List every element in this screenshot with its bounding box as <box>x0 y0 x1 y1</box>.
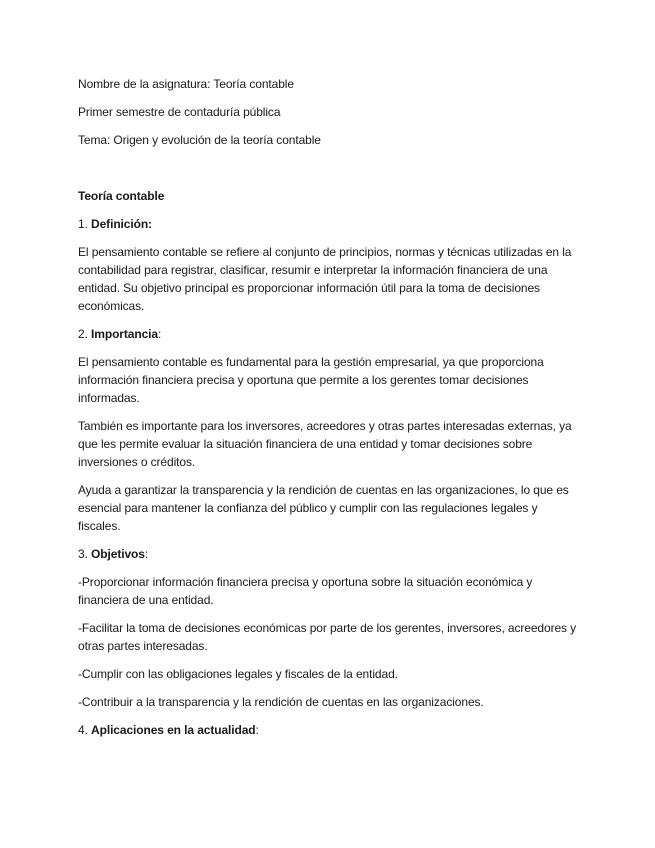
objective-item: -Contribuir a la transparencia y la rendición de cuentas en las organizaciones. <box>78 695 484 709</box>
section-heading-aplicaciones <box>78 721 578 739</box>
paragraph: El pensamiento contable se refiere al conjunto de principios, normas y técnicas utilizadas en la contabilidad para registrar, clasificar, resumir e interpretar la información financiera de una entidad. Su objetivo principal es proporcionar información útil para la toma de decisiones económicas. <box>78 245 572 313</box>
semester-line: Primer semestre de contaduría pública <box>78 105 281 119</box>
document-body <box>78 75 578 749</box>
section-heading-text: Aplicaciones en la actualidad <box>91 723 256 737</box>
document-title: Teoría contable <box>78 189 165 203</box>
section-heading-text: Objetivos <box>91 547 145 561</box>
section-number: 2. <box>78 327 92 341</box>
section-number: 1. <box>78 217 92 231</box>
section-heading-suffix: : <box>157 327 162 341</box>
section-heading-objetivos <box>78 545 578 563</box>
paragraph: También es importante para los inversores, acreedores y otras partes interesadas externas, ya que les permite evaluar la situación financiera de una entidad y tomar decisiones sobre inversiones o créditos. <box>78 419 572 469</box>
section-heading-text: Definición: <box>91 217 152 231</box>
section-number: 3. <box>78 547 92 561</box>
section-number: 4. <box>78 723 92 737</box>
objective-item: -Proporcionar información financiera precisa y oportuna sobre la situación económica y financiera de una entidad. <box>78 575 533 607</box>
subject-line: Nombre de la asignatura: Teoría contable <box>78 77 294 91</box>
section-heading-suffix: : <box>255 723 259 737</box>
section-heading-importancia <box>78 325 578 343</box>
section-heading-suffix: : <box>144 547 149 561</box>
topic-line: Tema: Origen y evolución de la teoría contable <box>78 133 321 147</box>
section-heading-text: Importancia <box>91 327 158 341</box>
objective-item: -Facilitar la toma de decisiones económicas por parte de los gerentes, inversores, acreedores y otras partes interesadas. <box>78 621 577 653</box>
objective-item: -Cumplir con las obligaciones legales y fiscales de la entidad. <box>78 667 398 681</box>
paragraph: Ayuda a garantizar la transparencia y la rendición de cuentas en las organizaciones, lo que es esencial para mantener la confianza del público y cumplir con las regulaciones legales y fiscales. <box>78 483 569 533</box>
section-heading-definicion <box>78 215 578 233</box>
paragraph: El pensamiento contable es fundamental para la gestión empresarial, ya que proporciona información financiera precisa y oportuna que permite a los gerentes tomar decisiones informadas. <box>78 355 544 405</box>
